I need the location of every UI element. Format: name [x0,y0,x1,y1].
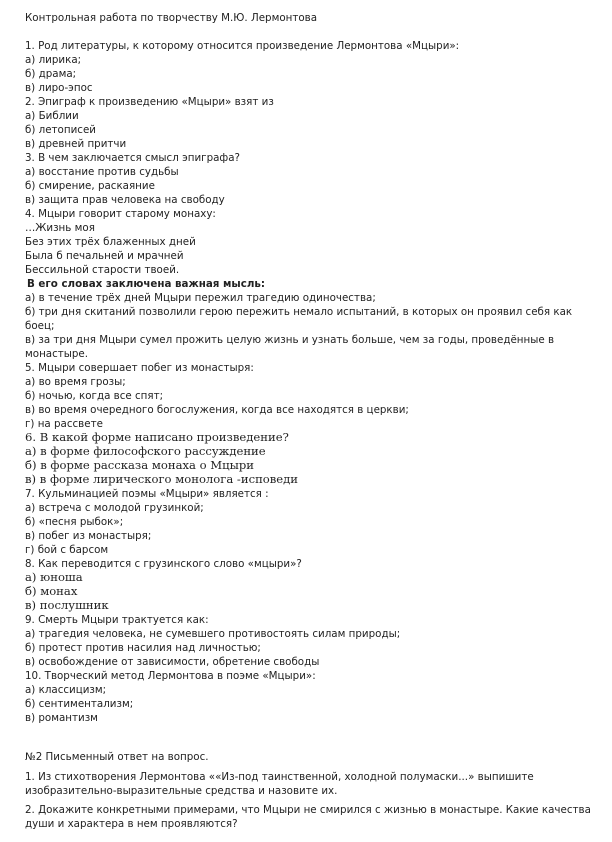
part2-heading: №2 Письменный ответ на вопрос. [25,751,209,763]
q7-option-a: а) встреча с молодой грузинкой; [25,502,204,514]
q6-option-c: в) в форме лирического монолога -исповеди [25,472,299,486]
q5-option-a: а) во время грозы; [25,376,126,388]
q7-option-c: в) побег из монастыря; [25,530,152,542]
q8-question: 8. Как переводится с грузинского слово «мцыри»? [25,558,302,570]
q9-option-c: в) освобождение от зависимости, обретение свободы [25,656,320,668]
q6-option-b: б) в форме рассказа монаха о Мцыри [25,458,254,472]
part2-task-2: 2. Докажите конкретными примерами, что Мцыри не смирился с жизнью в монастыре. Какие качества души и характера в нем проявляются? [25,804,591,830]
q5-option-b: б) ночью, когда все спят; [25,390,164,402]
q9-question: 9. Смерть Мцыри трактуется как: [25,614,209,626]
q4-option-b-continued: боец; [25,320,55,332]
q3-option-a: а) восстание против судьбы [25,166,179,178]
q10-option-c: в) романтизм [25,712,98,724]
q1-question: 1. Род литературы, к которому относится произведение Лермонтова «Мцыри»: [25,40,460,52]
q5-option-d: г) на рассвете [25,418,103,430]
q4-verse-line: …Жизнь моя [25,222,95,234]
q4-verse-line: Без этих трёх блаженных дней [25,236,196,248]
q8-option-a: а) юноша [25,570,83,584]
q5-question: 5. Мцыри совершает побег из монастыря: [25,362,254,374]
q7-option-b: б) «песня рыбок»; [25,516,124,528]
q9-option-b: б) протест против насилия над личностью; [25,642,261,654]
q2-option-a: а) Библии [25,110,79,122]
q4-option-c-continued: монастыре. [25,348,89,360]
q10-option-b: б) сентиментализм; [25,698,134,710]
q8-option-c: в) послушник [25,598,109,612]
q3-option-c: в) защита прав человека на свободу [25,194,225,206]
q3-question: 3. В чем заключается смысл эпиграфа? [25,152,240,164]
q1-option-c: в) лиро-эпос [25,82,93,94]
q4-verse-line: Бессильной старости твоей. [25,264,180,276]
q4-option-c: в) за три дня Мцыри сумел прожить целую жизнь и узнать больше, чем за годы, проведённые в [25,334,555,346]
q2-option-b: б) летописей [25,124,96,136]
q6-option-a: а) в форме философского рассуждение [25,444,266,458]
q4-verse-line: Была б печальней и мрачней [25,250,184,262]
q2-option-c: в) древней притчи [25,138,127,150]
q1-option-a: а) лирика; [25,54,82,66]
page-title: Контрольная работа по творчеству М.Ю. Лермонтова [25,12,318,24]
q3-option-b: б) смирение, раскаяние [25,180,155,192]
q4-option-a: а) в течение трёх дней Мцыри пережил трагедию одиночества; [25,292,376,304]
q7-question: 7. Кульминацией поэмы «Мцыри» является : [25,488,269,500]
q1-option-b: б) драма; [25,68,77,80]
q6-question: 6. В какой форме написано произведение? [25,430,289,444]
q4-prompt: В его словах заключена важная мысль: [27,278,266,290]
part2-task-1: 1. Из стихотворения Лермонтова ««Из-под таинственной, холодной полумаски...» выпишите изобразительно-выразительные средства и назовите их. [25,771,534,797]
q10-option-a: а) классицизм; [25,684,107,696]
q10-question: 10. Творческий метод Лермонтова в поэме «Мцыри»: [25,670,316,682]
q8-option-b: б) монах [25,584,78,598]
q4-question: 4. Мцыри говорит старому монаху: [25,208,216,220]
q9-option-a: а) трагедия человека, не сумевшего противостоять силам природы; [25,628,401,640]
q7-option-d: г) бой с барсом [25,544,109,556]
q4-option-b: б) три дня скитаний позволили герою пережить немало испытаний, в которых он проявил себя как [25,306,573,318]
q5-option-c: в) во время очередного богослужения, когда все находятся в церкви; [25,404,409,416]
q2-question: 2. Эпиграф к произведению «Мцыри» взят из [25,96,274,108]
